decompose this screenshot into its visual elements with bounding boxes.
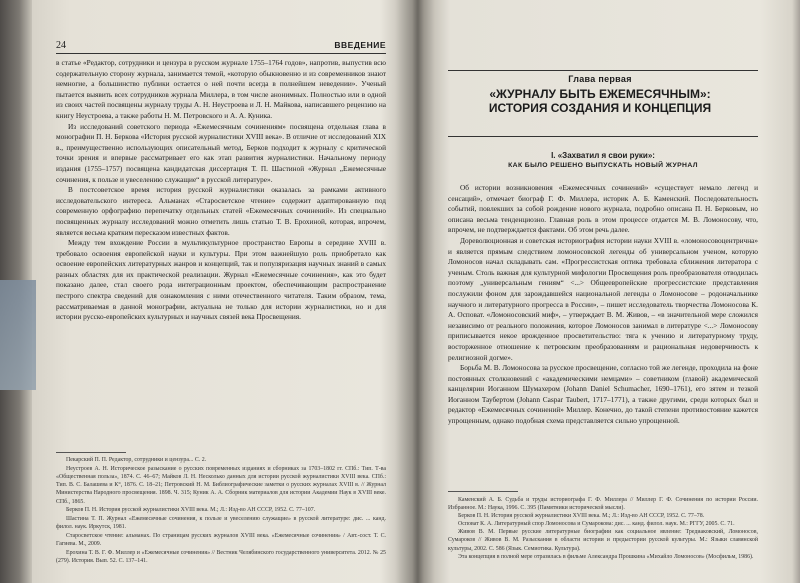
- section-subtitle: КАК БЫЛО РЕШЕНО ВЫПУСКАТЬ НОВЫЙ ЖУРНАЛ: [508, 162, 698, 169]
- chapter-label: Глава первая: [568, 74, 632, 84]
- section-heading: [450, 151, 756, 169]
- footnote: Берков П. Н. История русской журналистики XVIII века. М.; Л.: Изд-во АН СССР, 1952. С. 77–107.: [66, 507, 316, 514]
- paragraph: Борьба М. В. Ломоносова за русское просвещение, согласно той же легенде, проходила на фоне постоянных столкновений с «академическими немцами» – советником (главой) академической канцелярии Иоганном Шумахером (Johann Daniel Schumacher, 1690–1761), его зятем и тезкой Иоганном Таубертом (Johann Caspar Taubert, 1717–1771), а также другими, среди которых был и редактор «Ежемесячных сочинений» Миллер. Конечно, до такой степени противостояние кажется упрощенным, однако подобная схема представляется сильно упрощенной.: [448, 363, 758, 426]
- footnote: Ерохина Т. В. Г. Ф. Миллер и «Ежемесячные сочинения» // Вестник Челябинского государственного университета. 2012. № 25 (279). История. Вып. 52. С. 137–141.: [56, 549, 386, 564]
- right-footnotes: [448, 496, 758, 561]
- paragraph: В постсоветское время история русской журналистики оказалась за рамками активного исследовательского интереса. Альманах «Старосветское чтение» содержит адаптированную под современную орфографию перепечатку отдельных статей «Ежемесячных сочинений». Из специально посвященных журналу исследований можно отметить лишь статью Т. В. Ерохиной, которая, впрочем, является весьма кратким пересказом известных фактов.: [56, 185, 386, 237]
- paragraph: Дореволюционная и советская историография истории науки XVIII в. «ломоносовоцентрична» и является прямым следствием ломоносовской легенды об универсальном ученом, которую Ломоносов начал складывать сам. «Прогрессистская оптика требовала сближения литератора с ученым. Столь важная для культурной мифологии Просвещения роль преобразователя отводилась поэтому „универсальным гениям“ <...> Общеевропейские прогрессистские представления послужили фоном для зарождавшейся национальной легенды о Ломоносове – родоначальнике научного и литературного прогресса в России», – пишет исследователь творчества Ломоносова К. А. Осповат. «Ломоносовский миф», – утверждает В. М. Живов, – «в значительной мере сложился независимо от реального положения, которое Ломоносов занимал в литературе <...> Ломоносову приписывается некое врожденное просветительство: тяга к учению и литературному труду, восторженное отношение к петровским преобразованиям и рациональная недоверчивость к религиозной догме».: [448, 235, 758, 362]
- background-window: [0, 280, 36, 390]
- left-footnotes: [56, 456, 386, 566]
- footnote: Живов В. М. Первые русские литературные биографии как социальное явление: Тредиаковский, Ломоносов, Сумароков // Живов В. М. Разыскания в области истории и предыстории русской культуры. М.: Языки славянской культуры, 2002. С. 586 (Язык. Семиотика. Культура).: [448, 529, 758, 552]
- running-head: [56, 40, 386, 54]
- chapter-heading: [470, 74, 730, 115]
- paragraph: Между тем вхождение России в мультикультурное пространство Европы в середине XVIII в. требовало освоения европейской науки и культуры. При этом важнейшую роль приобретало как освоение европейских литературных жанров и концепций, так и популяризация научных знаний в самых разных областях для их практической реализации. Журнал «Ежемесячные сочинения», как это будет показано далее, стал своего рода интеграционным проектом, обеспечивающим распространение пестрого спектра сведений для ознакомления с ними отечественного читателя. Таким образом, тема, рассматриваемая в данной монографии, актуальна не только для истории журналистики, но и для истории русско-европейских культурных и научных связей века Просвещения.: [56, 238, 386, 322]
- left-body: [56, 58, 386, 323]
- footnote: Осповат К. А. Литературный спор Ломоносова и Сумарокова: дис. ... канд. филол. наук. М.: РГГУ, 2005. С. 71.: [458, 521, 735, 528]
- footnote-divider: [56, 452, 126, 453]
- chapter-title: «ЖУРНАЛУ БЫТЬ ЕЖЕМЕСЯЧНЫМ»: ИСТОРИЯ СОЗДАНИЯ И КОНЦЕПЦИЯ: [488, 87, 712, 115]
- chapter-rule-top: [448, 70, 758, 71]
- paragraph: Из исследований советского периода «Ежемесячным сочинениям» посвящена отдельная глава в монографии П. Н. Беркова «История русской журналистики XVIII века». В отличие от исследований XIX в., преимущественно использующих описательный метод, Берков подходит к журналу с критической точки зрения и впервые рассматривает его как этап развития журналистики. Начальному периоду издания (1755–1757) посвящена кандидатская диссертация Т. П. Шастиной «Журнал „Ежемесячные сочинения, к пользе и увеселению служащие“ в русской литературе».: [56, 121, 386, 184]
- footnote: Эта концепция в полной мере отразилась в фильме Александра Прошкина «Михайло Ломоносов» (Мосфильм, 1986).: [458, 553, 754, 560]
- right-body: [448, 183, 758, 427]
- paragraph: Об истории возникновения «Ежемесячных сочинений» «существует немало легенд и сенсаций», отмечает биограф Г. Ф. Миллера, историк А. Б. Каменский. Последовательность событий, повлекших за собой рождение нового журнала, подробно описана П. Н. Берковым, но описана весьма тенденциозно. Главная роль в этом процессе отдается М. В. Ломоносову, что, впрочем, не подтверждается фактами. Об этом речь далее.: [448, 183, 758, 235]
- running-head-title: ВВЕДЕНИЕ: [334, 40, 386, 50]
- paragraph: в статье «Редактор, сотрудники и цензура в русском журнале 1755–1764 годов», напротив, выпустив всю содержательную сторону журнала, занимается темой, «которую обыкновенно и из современников знают немногие, а большинство публики остается о ней почти всегда в полнейшем неведении». Ученый пытается выявить всех сотрудников журнала Миллера, в том числе анонимных. Полностью или в одной из своих частей посвящены журналу труды А. Н. Неустроева и Л. Н. Майкова, написавшего рецензию на книгу Неустроева, а также работы Н. М. Петровского и А. А. Куника.: [56, 58, 386, 120]
- footnote: Берков П. Н. История русской журналистики XVIII века. М.; Л.: Изд-во АН СССР, 1952. С. 77–78.: [458, 513, 705, 520]
- footnote: Неустроев А. Н. Историческое разыскание о русских повременных изданиях и сборниках за 1703–1802 гг. СПб.: Тип. Т-ва «Общественная польза», 1874. С. 46–67; Майков Л. Н. Несколько данных для истории русской журналистики XVIII века. СПб.: Тип. В. С. Балашева и К°, 1876. С. 18–21; Петровский Н. М. Библиографические заметки о русских журналах XVIII в. // Журнал Министерства Народного просвещения. 1898. Ч. 315; Куник А. А. Сборник материалов для истории Академии Наук в XVIII веке. СПб., 1865.: [56, 465, 386, 505]
- footnote-divider: [448, 491, 518, 492]
- gutter-shadow: [395, 0, 435, 583]
- footnote: Пекарский П. П. Редактор, сотрудники и цензура... С. 2.: [66, 457, 207, 463]
- chapter-rule-bottom: [448, 136, 758, 137]
- footnote: Шастина Т. П. Журнал «Ежемесячные сочинения, к пользе и увеселению служащие» в русской литературе: дис. ... канд. филол. наук. Иркутск, 1981.: [56, 515, 386, 531]
- footnote: Старосветское чтение: альманах. По страницам русских журналов XVIII века. «Ежемесячные сочинения» / Авт.-сост. Т. С. Гагиева. М., 2009.: [56, 532, 386, 548]
- page-number: 24: [56, 40, 66, 51]
- footnote: Каменский А. Б. Судьба и труды историографа Г. Ф. Миллера // Миллер Г. Ф. Сочинения по истории России. Избранное. М.: Наука, 1996. С. 395 (Памятники исторической мысли).: [448, 497, 758, 512]
- section-title: I. «Захватил я свои руки»:: [551, 151, 655, 160]
